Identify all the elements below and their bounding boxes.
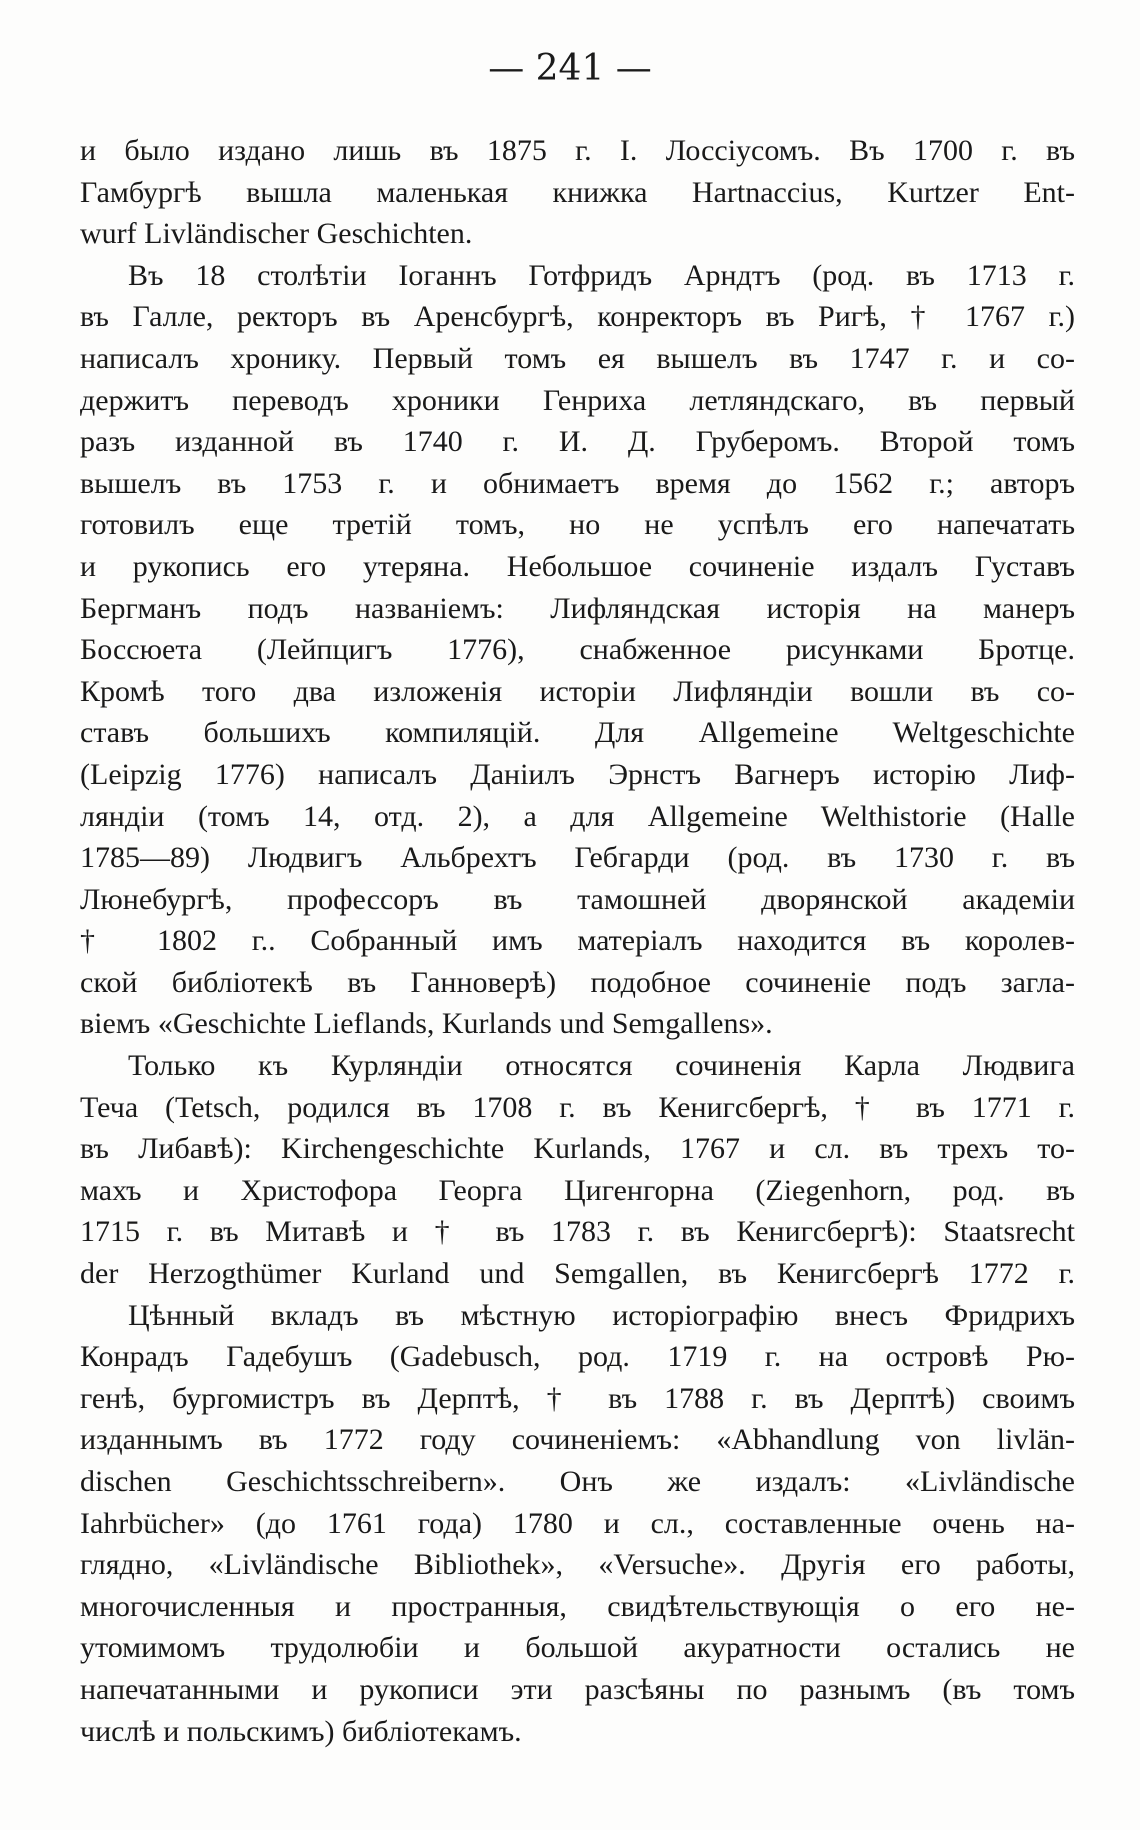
paragraph-1 [80,130,1075,255]
text-line: разъ изданной въ 1740 г. И. Д. Груберомъ. Второй томъ [80,425,1075,459]
text-line: готовилъ еще третій томъ, но не успѣлъ его напечатать [80,508,1075,542]
text-line: Iahrbücher» (до 1761 года) 1780 и сл., составленные очень на- [80,1506,1075,1540]
text-line: dischen Geschichtsschreibern». Онъ же издалъ: «Livländische [80,1465,1075,1498]
text-line: der Herzogthümer Kurland und Semgallen, въ Кенигсбергѣ 1772 г. [80,1257,1075,1291]
text-line: изданнымъ въ 1772 году сочиненіемъ: «Abhandlung von livlän- [80,1423,1075,1457]
text-line: держитъ переводъ хроники Генриха летляндскаго, въ первый [80,383,1075,417]
text-line: ляндіи (томъ 14, отд. 2), а для Allgemeine Welthistorie (Halle [80,799,1075,833]
text-line: въ Галле, ректоръ въ Аренсбургѣ, конректоръ въ Ригѣ, † 1767 г.) [80,300,1075,334]
text-line: віемъ «Geschichte Lieflands, Kurlands und Semgallens». [80,1007,773,1041]
text-line: Только къ Курляндіи относятся сочиненія Карла Людвига [128,1049,1075,1083]
text-line: написалъ хронику. Первый томъ ея вышелъ въ 1747 г. и со- [80,341,1075,375]
text-line: числѣ и польскимъ) библіотекамъ. [80,1714,522,1748]
text-line: Бергманъ подъ названіемъ: Лифляндская исторія на манеръ [80,591,1075,625]
paragraph-3 [80,1045,1075,1295]
body-text [80,130,1075,1752]
text-line: Цѣнный вкладъ въ мѣстную исторіографію внесъ Фридрихъ [128,1298,1075,1332]
text-line: Гамбургѣ вышла маленькая книжка Hartnaccius, Kurtzer Ent- [80,175,1075,209]
text-line: ской библіотекѣ въ Ганноверѣ) подобное сочиненіе подъ загла- [80,965,1075,999]
text-line: утомимомъ трудолюбіи и большой акуратности остались не [80,1631,1075,1665]
text-line: (Leipzig 1776) написалъ Даніилъ Эрнстъ Вагнеръ исторію Лиф- [80,757,1075,791]
paragraph-4 [80,1295,1075,1753]
text-line: Кромѣ того два изложенія исторіи Лифляндіи вошли въ со- [80,674,1075,708]
text-line: махъ и Христофора Георга Цигенгорна (Ziegenhorn, род. въ [80,1173,1075,1207]
text-line: Конрадъ Гадебушъ (Gadebusch, род. 1719 г. на островѣ Рю- [80,1340,1075,1374]
text-line: и было издано лишь въ 1875 г. І. Лоссіусомъ. Въ 1700 г. въ [80,134,1075,167]
text-line: глядно, «Livländische Bibliothek», «Versuche». Другія его работы, [80,1548,1075,1582]
text-line: ставъ большихъ компиляцій. Для Allgemeine Weltgeschichte [80,716,1075,750]
text-line: генѣ, бургомистръ въ Дерптѣ, † въ 1788 г. въ Дерптѣ) своимъ [80,1381,1075,1415]
text-line: Теча (Tetsch, родился въ 1708 г. въ Кенигсбергѣ, † въ 1771 г. [80,1090,1075,1124]
text-line: † 1802 г.. Собранный имъ матеріалъ находится въ королев- [80,924,1075,958]
text-line: и рукопись его утеряна. Небольшое сочиненіе издалъ Густавъ [80,549,1075,583]
text-line: wurf Livländischer Geschichten. [80,217,473,251]
text-line: Въ 18 столѣтіи Іоганнъ Готфридъ Арндтъ (род. въ 1713 г. [128,258,1075,292]
text-line: 1715 г. въ Митавѣ и † въ 1783 г. въ Кенигсбергѣ): Staatsrecht [80,1215,1075,1249]
text-line: въ Либавѣ): Kirchengeschichte Kurlands, 1767 и сл. въ трехъ то- [80,1132,1075,1166]
text-line: многочисленныя и пространныя, свидѣтельствующія о его не- [80,1589,1075,1623]
text-line: 1785—89) Людвигъ Альбрехтъ Гебгарди (род. въ 1730 г. въ [80,841,1075,875]
paragraph-2 [80,255,1075,1045]
text-line: вышелъ въ 1753 г. и обнимаетъ время до 1562 г.; авторъ [80,466,1075,500]
page-number: — 241 — [488,48,652,89]
text-line: Люнебургѣ, профессоръ въ тамошней дворянской академіи [80,882,1075,916]
text-line: напечатанными и рукописи эти разсѣяны по разнымъ (въ томъ [80,1672,1075,1706]
text-line: Боссюета (Лейпцигъ 1776), снабженное рисунками Бротце. [80,633,1075,667]
